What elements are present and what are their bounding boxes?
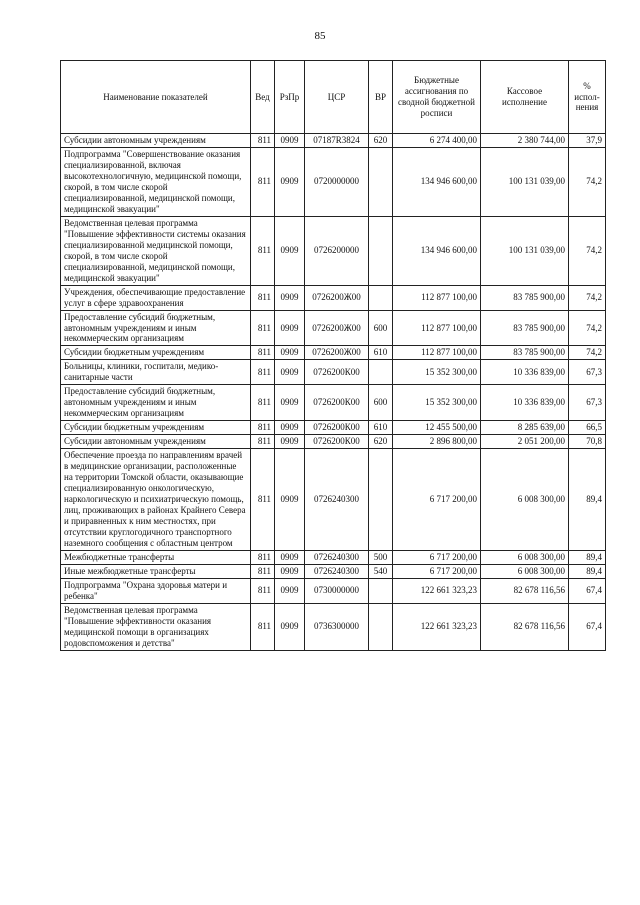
cell-csr: 0736300000: [305, 603, 369, 650]
cell-vr: [369, 216, 393, 285]
cell-assign: 112 877 100,00: [393, 346, 481, 360]
cell-ved: 811: [251, 346, 275, 360]
cell-rzpr: 0909: [275, 360, 305, 385]
cell-assign: 12 455 500,00: [393, 421, 481, 435]
cell-vr: 600: [369, 385, 393, 421]
cell-name: Больницы, клиники, госпитали, медико-санитарные части: [61, 360, 251, 385]
cell-ved: 811: [251, 310, 275, 346]
cell-cash: 100 131 039,00: [481, 216, 569, 285]
cell-name: Предоставление субсидий бюджетным, автономным учреждениям и иным некоммерческим организациям: [61, 385, 251, 421]
cell-ved: 811: [251, 550, 275, 564]
cell-name: Обеспечение проезда по направлениям врачей в медицинские организации, расположенные на территории Томской области, оказывающие специализированную онкологическую, наркологическую и психиатрическую помощь, лиц, проживающих в районах Крайнего Севера и приравненных к ним местностях, при отсутствии круглогодичного транспортного наземного сообщения с областным центром: [61, 449, 251, 551]
cell-csr: 0726240300: [305, 564, 369, 578]
cell-csr: 0726200К00: [305, 421, 369, 435]
cell-pct: 89,4: [569, 449, 606, 551]
cell-cash: 8 285 639,00: [481, 421, 569, 435]
cell-csr: 0726200000: [305, 216, 369, 285]
cell-ved: 811: [251, 147, 275, 216]
cell-name: Субсидии автономным учреждениям: [61, 134, 251, 148]
table-row: [61, 385, 606, 421]
cell-ved: 811: [251, 421, 275, 435]
cell-vr: [369, 449, 393, 551]
header-assign: Бюджетные ассигнования по сводной бюджетной росписи: [393, 61, 481, 134]
cell-vr: 500: [369, 550, 393, 564]
cell-csr: 0726200Ж00: [305, 310, 369, 346]
cell-ved: 811: [251, 449, 275, 551]
cell-cash: 6 008 300,00: [481, 550, 569, 564]
cell-assign: 122 661 323,23: [393, 603, 481, 650]
cell-assign: 15 352 300,00: [393, 360, 481, 385]
cell-assign: 112 877 100,00: [393, 310, 481, 346]
table-row: [61, 421, 606, 435]
cell-pct: 67,3: [569, 360, 606, 385]
table-row: [61, 435, 606, 449]
table-header-row: [61, 61, 606, 134]
cell-assign: 112 877 100,00: [393, 285, 481, 310]
cell-ved: 811: [251, 285, 275, 310]
table-row: [61, 285, 606, 310]
table-row: [61, 134, 606, 148]
cell-rzpr: 0909: [275, 421, 305, 435]
cell-cash: 6 008 300,00: [481, 564, 569, 578]
cell-csr: 0726240300: [305, 449, 369, 551]
cell-pct: 89,4: [569, 550, 606, 564]
cell-rzpr: 0909: [275, 134, 305, 148]
cell-assign: 2 896 800,00: [393, 435, 481, 449]
cell-assign: 6 717 200,00: [393, 449, 481, 551]
table-row: [61, 603, 606, 650]
table-row: [61, 449, 606, 551]
cell-csr: 0726200К00: [305, 385, 369, 421]
cell-vr: [369, 360, 393, 385]
table-row: [61, 550, 606, 564]
header-csr: ЦСР: [305, 61, 369, 134]
cell-csr: 0730000000: [305, 578, 369, 603]
cell-vr: 610: [369, 346, 393, 360]
header-cash: Кассовое исполнение: [481, 61, 569, 134]
cell-pct: 67,4: [569, 578, 606, 603]
cell-name: Подпрограмма "Охрана здоровья матери и ребенка": [61, 578, 251, 603]
cell-cash: 83 785 900,00: [481, 346, 569, 360]
header-vr: ВР: [369, 61, 393, 134]
cell-pct: 89,4: [569, 564, 606, 578]
cell-pct: 67,3: [569, 385, 606, 421]
cell-rzpr: 0909: [275, 603, 305, 650]
page-number: 85: [314, 30, 326, 42]
header-ved: Вед: [251, 61, 275, 134]
cell-vr: 610: [369, 421, 393, 435]
cell-name: Субсидии бюджетным учреждениям: [61, 346, 251, 360]
cell-ved: 811: [251, 578, 275, 603]
cell-cash: 10 336 839,00: [481, 360, 569, 385]
cell-csr: 07187R3824: [305, 134, 369, 148]
cell-csr: 0726200Ж00: [305, 346, 369, 360]
cell-rzpr: 0909: [275, 285, 305, 310]
cell-pct: 74,2: [569, 147, 606, 216]
cell-csr: 0726200К00: [305, 435, 369, 449]
cell-rzpr: 0909: [275, 449, 305, 551]
table-row: [61, 216, 606, 285]
cell-cash: 82 678 116,56: [481, 603, 569, 650]
cell-name: Предоставление субсидий бюджетным, автономным учреждениям и иным некоммерческим организациям: [61, 310, 251, 346]
cell-cash: 83 785 900,00: [481, 310, 569, 346]
table-row: [61, 564, 606, 578]
header-rzpr: РзПр: [275, 61, 305, 134]
cell-cash: 83 785 900,00: [481, 285, 569, 310]
cell-assign: 6 717 200,00: [393, 550, 481, 564]
table-row: [61, 578, 606, 603]
cell-assign: 6 717 200,00: [393, 564, 481, 578]
header-name: Наименование показателей: [61, 61, 251, 134]
cell-rzpr: 0909: [275, 216, 305, 285]
cell-assign: 134 946 600,00: [393, 147, 481, 216]
cell-rzpr: 0909: [275, 578, 305, 603]
cell-ved: 811: [251, 564, 275, 578]
cell-cash: 100 131 039,00: [481, 147, 569, 216]
cell-rzpr: 0909: [275, 346, 305, 360]
cell-name: Межбюджетные трансферты: [61, 550, 251, 564]
cell-rzpr: 0909: [275, 435, 305, 449]
cell-ved: 811: [251, 603, 275, 650]
cell-vr: 620: [369, 134, 393, 148]
cell-cash: 2 380 744,00: [481, 134, 569, 148]
cell-pct: 74,2: [569, 310, 606, 346]
cell-pct: 74,2: [569, 346, 606, 360]
table-row: [61, 346, 606, 360]
cell-ved: 811: [251, 435, 275, 449]
cell-rzpr: 0909: [275, 550, 305, 564]
cell-vr: [369, 603, 393, 650]
cell-csr: 0720000000: [305, 147, 369, 216]
cell-rzpr: 0909: [275, 564, 305, 578]
cell-csr: 0726200Ж00: [305, 285, 369, 310]
cell-cash: 82 678 116,56: [481, 578, 569, 603]
cell-ved: 811: [251, 385, 275, 421]
budget-table: [60, 60, 606, 651]
cell-name: Субсидии автономным учреждениям: [61, 435, 251, 449]
cell-vr: 620: [369, 435, 393, 449]
cell-pct: 74,2: [569, 216, 606, 285]
cell-csr: 0726240300: [305, 550, 369, 564]
table-row: [61, 147, 606, 216]
cell-cash: 10 336 839,00: [481, 385, 569, 421]
cell-pct: 67,4: [569, 603, 606, 650]
cell-vr: 600: [369, 310, 393, 346]
table-row: [61, 360, 606, 385]
cell-name: Ведомственная целевая программа "Повышение эффективности оказания медицинской помощи в организациях родовспоможения и детства": [61, 603, 251, 650]
cell-ved: 811: [251, 134, 275, 148]
header-pct: % испол-нения: [569, 61, 606, 134]
cell-vr: 540: [369, 564, 393, 578]
table-row: [61, 310, 606, 346]
cell-csr: 0726200К00: [305, 360, 369, 385]
cell-assign: 6 274 400,00: [393, 134, 481, 148]
cell-assign: 134 946 600,00: [393, 216, 481, 285]
cell-name: Учреждения, обеспечивающие предоставление услуг в сфере здравоохранения: [61, 285, 251, 310]
cell-name: Ведомственная целевая программа "Повышение эффективности системы оказания специализированной медицинской помощи, скорой, в том числе скорой специализированной, медицинской помощи, медицинской эвакуации": [61, 216, 251, 285]
cell-pct: 66,5: [569, 421, 606, 435]
cell-rzpr: 0909: [275, 147, 305, 216]
cell-pct: 37,9: [569, 134, 606, 148]
cell-vr: [369, 147, 393, 216]
cell-name: Иные межбюджетные трансферты: [61, 564, 251, 578]
cell-name: Подпрограмма "Совершенствование оказания специализированной, включая высокотехнологичную, медицинской помощи, скорой, в том числе скорой специализированной, медицинской помощи, медицинской эвакуации": [61, 147, 251, 216]
cell-vr: [369, 285, 393, 310]
cell-rzpr: 0909: [275, 385, 305, 421]
cell-pct: 70,8: [569, 435, 606, 449]
cell-ved: 811: [251, 216, 275, 285]
cell-vr: [369, 578, 393, 603]
cell-rzpr: 0909: [275, 310, 305, 346]
cell-pct: 74,2: [569, 285, 606, 310]
cell-name: Субсидии бюджетным учреждениям: [61, 421, 251, 435]
cell-cash: 6 008 300,00: [481, 449, 569, 551]
cell-assign: 15 352 300,00: [393, 385, 481, 421]
cell-assign: 122 661 323,23: [393, 578, 481, 603]
cell-cash: 2 051 200,00: [481, 435, 569, 449]
cell-ved: 811: [251, 360, 275, 385]
